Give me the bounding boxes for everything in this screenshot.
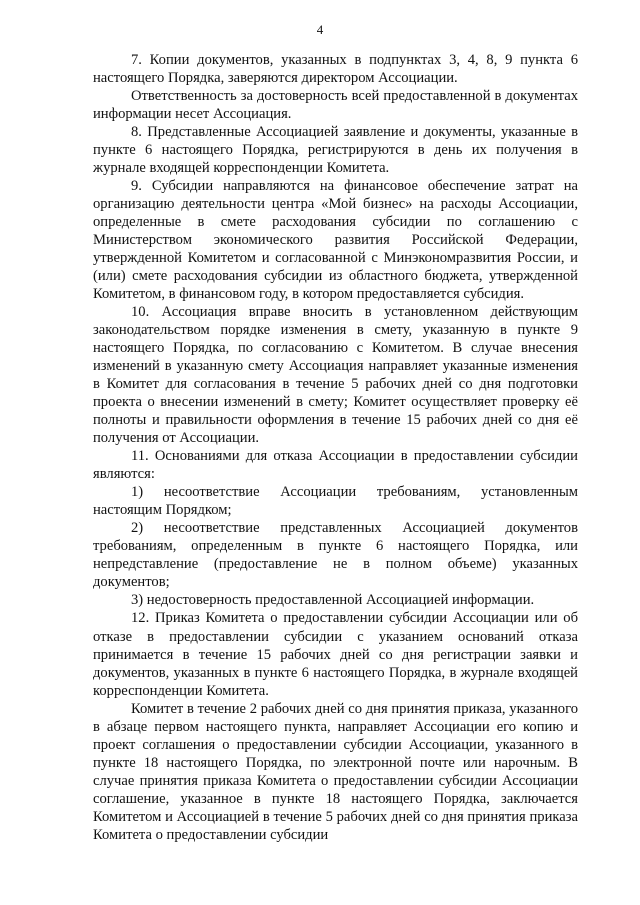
- document-body: [93, 51, 578, 844]
- paragraph-11-item-2: 2) несоответствие представленных Ассоциацией документов требованиям, определенным в пункте 6 настоящего Порядка, или непредставление (предоставление не в полном объеме) указанных документов;: [93, 520, 578, 591]
- paragraph-7: 7. Копии документов, указанных в подпунктах 3, 4, 8, 9 пункта 6 настоящего Порядка, заверяются директором Ассоциации.: [93, 52, 578, 87]
- paragraph-11-item-1: 1) несоответствие Ассоциации требованиям, установленным настоящим Порядком;: [93, 484, 578, 519]
- paragraph-12-committee: Комитет в течение 2 рабочих дней со дня принятия приказа, указанного в абзаце первом настоящего пункта, направляет Ассоциации его копию и проект соглашения о предоставлении субсидии Ассоциации, указанного в пункте 18 настоящего Порядка, по электронной почте или нарочным. В случае принятия приказа Комитета о предоставлении субсидии Ассоциации соглашение, указанное в пункте 18 настоящего Порядка, заключается Комитетом и Ассоциацией в течение 5 рабочих дней со дня принятия приказа Комитета о предоставлении субсидии: [93, 700, 578, 843]
- paragraph-7-responsibility: Ответственность за достоверность всей предоставленной в документах информации несет Ассоциация.: [93, 88, 578, 123]
- paragraph-11-item-3: 3) недостоверность предоставленной Ассоциацией информации.: [131, 592, 535, 609]
- page-number: 4: [316, 22, 324, 37]
- paragraph-9: 9. Субсидии направляются на финансовое обеспечение затрат на организацию деятельности центра «Мой бизнес» на расходы Ассоциации, определенные в смете расходования субсидии по соглашению с Министерством экономического развития Российской Федерации, утвержденной Комитетом и согласованной с Минэкономразвития России, и (или) смете расходования субсидии из областного бюджета, утвержденной Комитетом, в финансовом году, в котором предоставляется субсидия.: [93, 178, 578, 303]
- paragraph-12: 12. Приказ Комитета о предоставлении субсидии Ассоциации или об отказе в предоставлении субсидии с указанием оснований отказа принимается в течение 15 рабочих дней со дня регистрации заявки и документов, указанных в пункте 6 настоящего Порядка, в журнале входящей корреспонденции Комитета.: [93, 610, 578, 699]
- paragraph-10: 10. Ассоциация вправе вносить в установленном действующим законодательством порядке изменения в смету, указанную в пункте 9 настоящего Порядка, по согласованию с Комитетом. В случае внесения изменений в указанную смету Ассоциация направляет указанные изменения в Комитет для согласования в течение 5 рабочих дней со дня подготовки проекта о внесении изменений в смету; Комитет осуществляет проверку её полноты и правильности оформления в течение 15 рабочих дней со дня её получения от Ассоциации.: [93, 304, 578, 447]
- paragraph-8: 8. Представленные Ассоциацией заявление и документы, указанные в пункте 6 настоящего Порядка, регистрируются в день их получения в журнале входящей корреспонденции Комитета.: [93, 124, 578, 177]
- paragraph-11: 11. Основаниями для отказа Ассоциации в предоставлении субсидии являются:: [93, 448, 578, 483]
